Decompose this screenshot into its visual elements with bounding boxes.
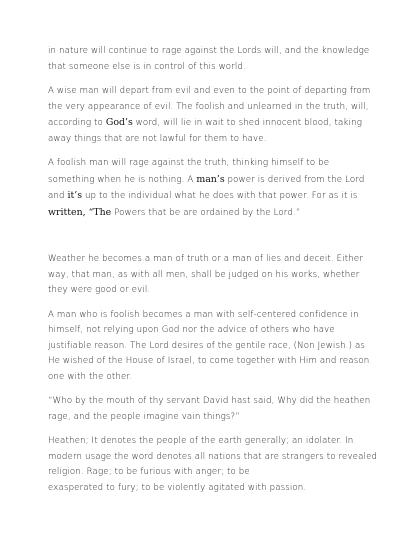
text-segment: Powers that be are ordained by the Lord.” [111, 207, 301, 218]
text-segment: according to [48, 118, 106, 128]
text-line: A man who is foolish becomes a man with self-centered confidence in [48, 309, 359, 320]
text-segment: and [48, 191, 68, 201]
text-line: A wise man will depart from evil and even to the point of departing from [48, 86, 371, 96]
text-line: rage, and the people imagine vain things?” [48, 411, 240, 422]
text-line: way, that man, as with all men, shall be judged on his works, whether [48, 269, 360, 280]
text-line: Heathen; It denotes the people of the earth generally; an idolater. In [48, 436, 354, 446]
text-line: away things that are not lawful for them to have. [48, 133, 267, 144]
text-line: in nature will continue to rage against the Lords will, and the knowledge [48, 46, 370, 56]
text-line: one with the other. [48, 371, 133, 382]
text-segment: something when he is nothing. A [48, 174, 197, 185]
emphasized-text: God’s [105, 117, 133, 128]
paragraph [48, 394, 378, 425]
paragraph [48, 252, 378, 299]
text-line [48, 208, 300, 218]
paragraph-spacer [48, 425, 378, 434]
text-line: that someone else is in control of this world. [48, 61, 246, 72]
paragraph-spacer [48, 221, 378, 252]
document-body [48, 44, 378, 496]
paragraph [48, 44, 378, 75]
text-line [48, 191, 358, 201]
paragraph-spacer [48, 75, 378, 84]
paragraph [48, 84, 378, 147]
emphasized-text: it’s [67, 190, 83, 201]
text-segment: word, will lie in wait to shed innocent blood, taking [132, 118, 363, 128]
text-line: justifiable reason. The Lord desires of the gentile race, (Non Jewish.) as [48, 340, 365, 351]
paragraph [48, 308, 378, 386]
emphasized-text: written, “The [48, 206, 112, 218]
text-line: A foolish man will rage against the truth, thinking himself to be [48, 158, 330, 168]
paragraph-spacer [48, 147, 378, 156]
paragraph [48, 434, 378, 496]
text-line: himself, not relying upon God nor the advice of others who have [48, 325, 335, 335]
text-line: “Who by the mouth of thy servant David hast said, Why did the heathen [48, 396, 371, 406]
text-line: the very appearance of evil. The foolish and unlearned in the truth, will, [48, 101, 369, 112]
text-line: He wished of the House of Israel, to come together with Him and reason [48, 356, 370, 366]
text-line: they were good or evil. [48, 285, 151, 295]
paragraph-spacer [48, 385, 378, 394]
text-line: exasperated to fury; to be violently agitated with passion. [48, 482, 307, 493]
text-line: modern usage the word denotes all nations that are strangers to revealed [48, 451, 378, 462]
text-line [48, 118, 362, 128]
emphasized-text: man’s [196, 173, 225, 185]
text-line: religion. Rage; to be furious with anger; to be [48, 467, 250, 477]
text-line: Weather he becomes a man of truth or a man of lies and deceit. Either [48, 254, 363, 264]
text-line [48, 175, 364, 185]
paragraph [48, 156, 378, 221]
text-segment: power is derived from the Lord [224, 174, 365, 185]
text-segment: up to the individual what he does with that power. For as it is [82, 191, 358, 201]
paragraph-spacer [48, 299, 378, 308]
